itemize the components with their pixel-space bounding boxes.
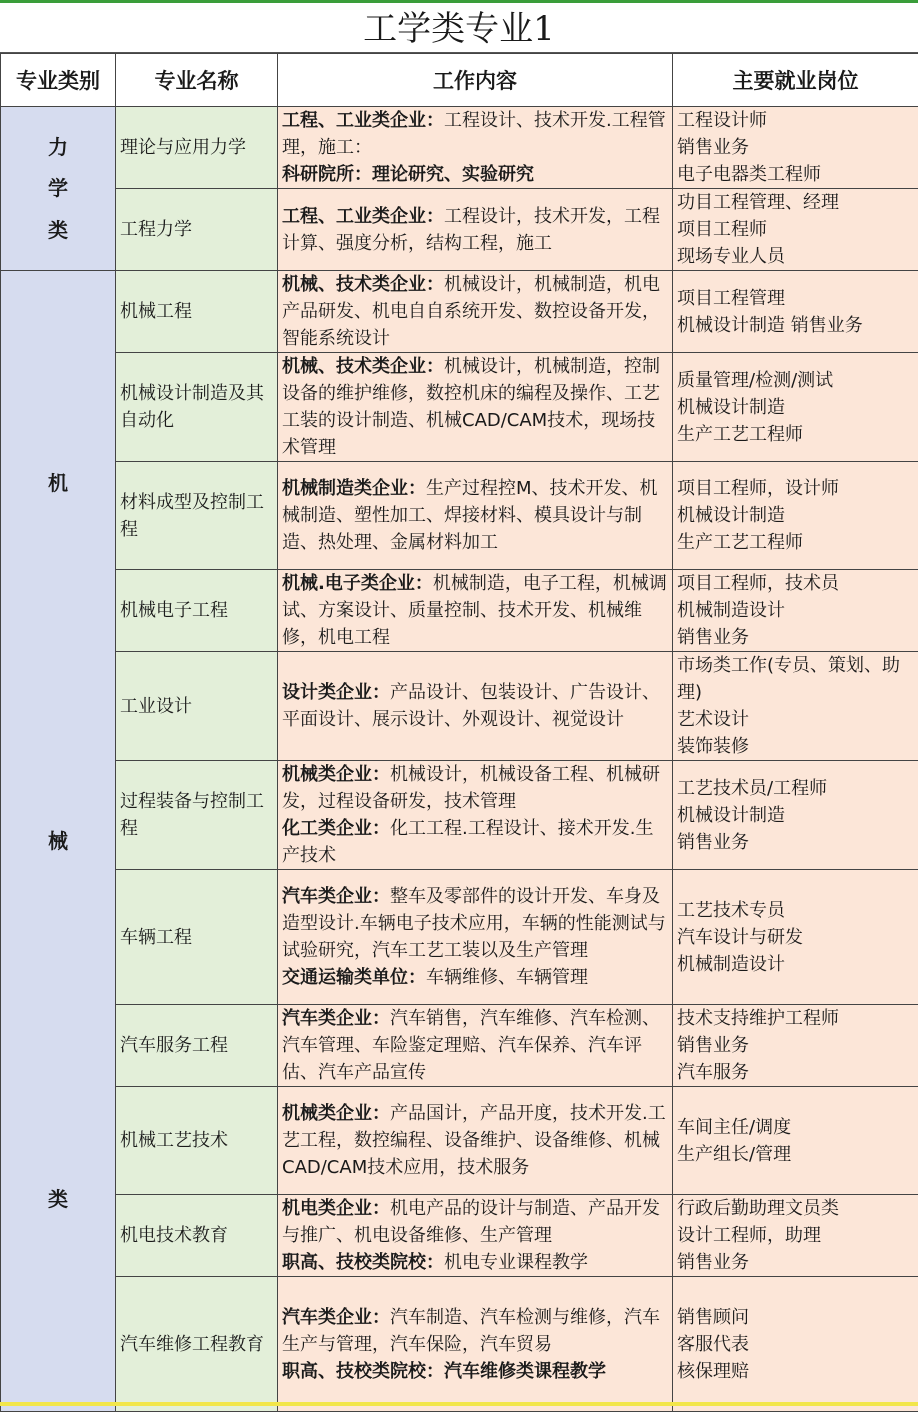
header-main-jobs: 主要就业岗位 (673, 54, 918, 107)
work-content (278, 761, 673, 870)
employer-type: 设计类企业： (282, 682, 390, 703)
table-row (1, 761, 918, 870)
work-paragraph (282, 1304, 668, 1358)
major-name: 机械工艺技术 (116, 1087, 278, 1195)
work-description: 机械制造，电子工程，机械调试、方案设计、质量控制、技术开发、机械维修，机电工程 (282, 573, 667, 648)
work-paragraph (282, 107, 668, 161)
table-row (1, 870, 918, 1005)
category-char: 学 (48, 175, 68, 202)
employer-type: 汽车类企业： (282, 1008, 390, 1029)
work-description: 工程设计，技术开发，工程计算、强度分析，结构工程，施工 (282, 206, 660, 254)
work-description: 化工工程.工程设计、接术开发.生产技术 (282, 818, 653, 866)
employer-type: 机械、技术类企业： (282, 356, 444, 377)
employer-type: 机械.电子类企业： (282, 573, 433, 594)
category-char: 类 (48, 217, 68, 244)
main-jobs: 功目工程管理、经理 项目工程师 现场专业人员 (673, 189, 918, 271)
work-paragraph (282, 679, 668, 733)
work-paragraph (282, 1249, 668, 1276)
employer-type: 机械类企业： (282, 1103, 390, 1124)
work-paragraph (282, 1100, 668, 1181)
work-paragraph (282, 271, 668, 352)
table-row (1, 1195, 918, 1277)
table-row (1, 652, 918, 761)
work-description: 生产过程控M、技术开发、机械制造、塑性加工、焊接材料、模具设计与制造、热处理、金属材料加工 (282, 478, 658, 553)
work-description: 车辆维修、车辆管理 (426, 967, 588, 988)
employer-type: 职高、技校类院校：汽车维修类课程教学 (282, 1361, 606, 1382)
work-paragraph (282, 570, 668, 651)
work-description: 整车及零部件的设计开发、车身及造型设计.车辆电子技术应用，车辆的性能测试与试验研究，汽车工艺工装以及生产管理 (282, 886, 666, 961)
work-paragraph (282, 161, 668, 188)
main-jobs: 项目工程师，技术员 机械制造设计 销售业务 (673, 570, 918, 652)
work-description: 机械设计，机械制造，机电产品研发、机电自自系统开发、数控设备开发，智能系统设计 (282, 274, 660, 349)
major-name: 汽车维修工程教育 (116, 1277, 278, 1412)
work-content (278, 107, 673, 189)
work-description: 产品国计，产品开度，技术开发.工艺工程，数控编程、设备维护、设备维修、机械CAD/CAM技术应用，技术服务 (282, 1103, 666, 1178)
work-content (278, 1195, 673, 1277)
table-row (1, 1277, 918, 1412)
main-jobs: 车间主任/调度 生产组长/管理 (673, 1087, 918, 1195)
table-row (1, 1087, 918, 1195)
employer-type: 工程、工业类企业： (282, 110, 444, 131)
table-row (1, 570, 918, 652)
main-jobs: 工艺技术专员 汽车设计与研发 机械制造设计 (673, 870, 918, 1005)
work-content (278, 462, 673, 570)
main-jobs: 市场类工作(专员、策划、助理) 艺术设计 装饰装修 (673, 652, 918, 761)
major-name: 机电技术教育 (116, 1195, 278, 1277)
table-row (1, 107, 918, 189)
employer-type: 机电类企业： (282, 1198, 390, 1219)
major-name: 工业设计 (116, 652, 278, 761)
work-content (278, 1087, 673, 1195)
table-row (1, 353, 918, 462)
category-char: 类 (48, 1186, 68, 1213)
table-row (1, 189, 918, 271)
major-name: 机械工程 (116, 271, 278, 353)
major-name: 理论与应用力学 (116, 107, 278, 189)
work-content (278, 189, 673, 271)
work-description: 汽车销售，汽车维修、汽车检测、汽车管理、车险鉴定理赔、汽车保养、汽车评估、汽车产品宣传 (282, 1008, 660, 1083)
work-paragraph (282, 353, 668, 461)
main-jobs: 行政后勤助理文员类 设计工程师，助理 销售业务 (673, 1195, 918, 1277)
employer-type: 机械、技术类企业： (282, 274, 444, 295)
major-name: 过程装备与控制工程 (116, 761, 278, 870)
majors-table (0, 53, 918, 1412)
major-name: 机械电子工程 (116, 570, 278, 652)
bottom-border (0, 1402, 918, 1406)
work-description: 机电专业课程教学 (444, 1252, 588, 1273)
main-jobs: 质量管理/检测/测试 机械设计制造 生产工艺工程师 (673, 353, 918, 462)
work-paragraph (282, 883, 668, 964)
header-work-content: 工作内容 (278, 54, 673, 107)
work-content (278, 1277, 673, 1412)
employer-type: 机械类企业： (282, 764, 390, 785)
work-paragraph (282, 1358, 668, 1385)
major-name: 汽车服务工程 (116, 1005, 278, 1087)
category-char: 力 (48, 134, 68, 161)
work-description: 产品设计、包装设计、广告设计、平面设计、展示设计、外观设计、视觉设计 (282, 682, 660, 730)
main-jobs: 工程设计师 销售业务 电子电器类工程师 (673, 107, 918, 189)
work-content (278, 353, 673, 462)
major-name: 车辆工程 (116, 870, 278, 1005)
header-row (1, 54, 918, 107)
main-jobs: 技术支持维护工程师 销售业务 汽车服务 (673, 1005, 918, 1087)
employer-type: 工程、工业类企业： (282, 206, 444, 227)
table-row (1, 1005, 918, 1087)
work-description: 工程设计、技术开发.工程管理，施工： (282, 110, 666, 158)
category-char: 机 (48, 470, 68, 497)
main-jobs: 销售顾问 客服代表 核保理赔 (673, 1277, 918, 1412)
major-name: 材料成型及控制工程 (116, 462, 278, 570)
work-content (278, 1005, 673, 1087)
work-description: 机械设计，机械设备工程、机械研发，过程设备研发，技术管理 (282, 764, 660, 812)
header-category: 专业类别 (1, 54, 116, 107)
work-paragraph (282, 1005, 668, 1086)
work-description: 汽车制造、汽车检测与维修，汽车生产与管理，汽车保险，汽车贸易 (282, 1307, 660, 1355)
work-paragraph (282, 475, 668, 556)
work-content (278, 870, 673, 1005)
work-description: 机电产品的设计与制造、产品开发与推广、机电设备维修、生产管理 (282, 1198, 660, 1246)
category-cell (1, 271, 116, 1412)
table-body (1, 107, 918, 1412)
work-paragraph (282, 1195, 668, 1249)
employer-type: 汽车类企业： (282, 886, 390, 907)
work-paragraph (282, 761, 668, 815)
category-char: 械 (48, 828, 68, 855)
work-paragraph (282, 203, 668, 257)
employer-type: 科研院所：理论研究、实验研究 (282, 164, 534, 185)
major-name: 工程力学 (116, 189, 278, 271)
major-name: 机械设计制造及其 自动化 (116, 353, 278, 462)
employer-type: 机械制造类企业： (282, 478, 426, 499)
category-cell (1, 107, 116, 271)
work-paragraph (282, 964, 668, 991)
table-row (1, 462, 918, 570)
work-content (278, 652, 673, 761)
work-content (278, 271, 673, 353)
main-jobs: 工艺技术员/工程师 机械设计制造 销售业务 (673, 761, 918, 870)
table-row (1, 271, 918, 353)
header-major-name: 专业名称 (116, 54, 278, 107)
employer-type: 职高、技校类院校： (282, 1252, 444, 1273)
employer-type: 交通运输类单位： (282, 967, 426, 988)
work-description: 机械设计，机械制造，控制设备的维护维修，数控机床的编程及操作、工艺工装的设计制造、机械CAD/CAM技术，现场技术管理 (282, 356, 660, 458)
work-paragraph (282, 815, 668, 869)
main-jobs: 项目工程师，设计师 机械设计制造 生产工艺工程师 (673, 462, 918, 570)
main-jobs: 项目工程管理 机械设计制造 销售业务 (673, 271, 918, 353)
work-content (278, 570, 673, 652)
employer-type: 化工类企业： (282, 818, 390, 839)
employer-type: 汽车类企业： (282, 1307, 390, 1328)
page-title: 工学类专业1 (0, 3, 918, 53)
